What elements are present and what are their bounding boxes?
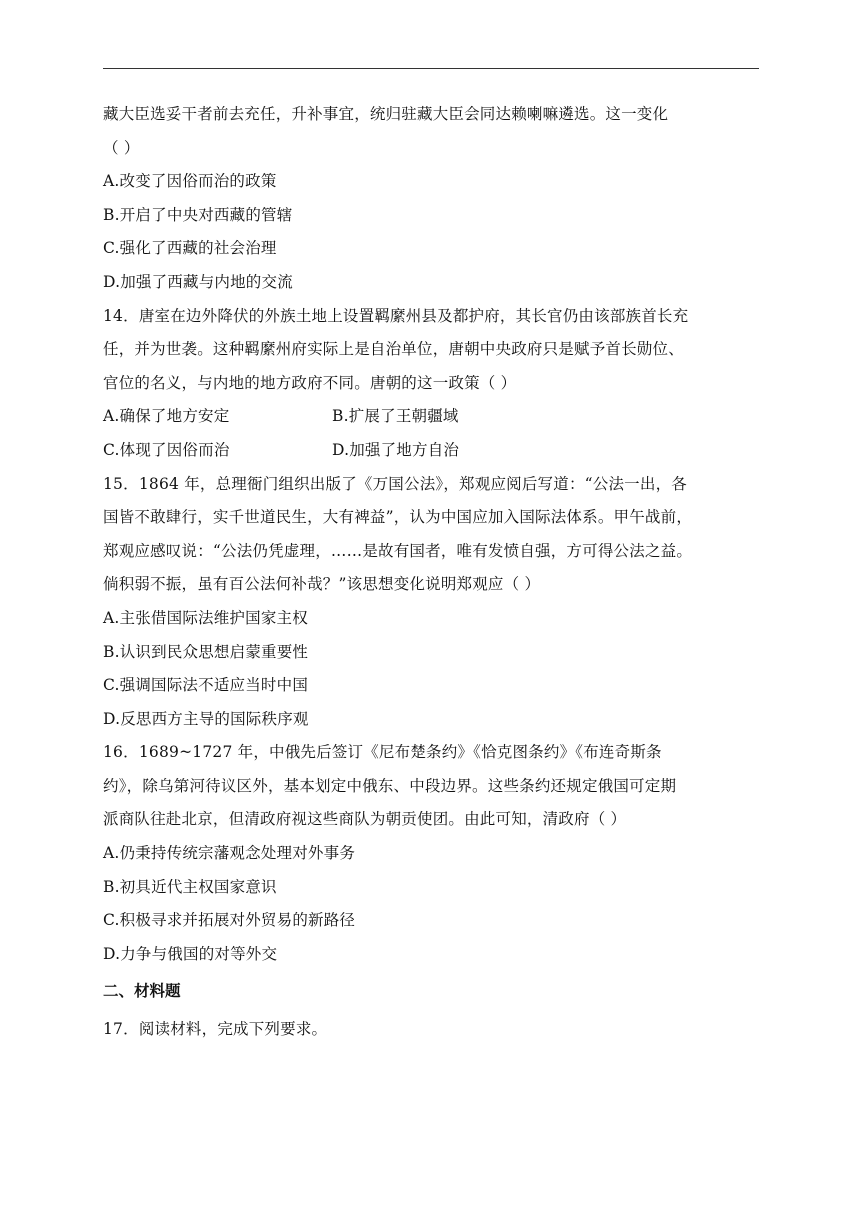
question-16-stem-line-2: 约》，除乌第河待议区外，基本划定中俄东、中段边界。这些条约还规定俄国可定期 — [103, 776, 677, 795]
question-15-option-d: D.反思西方主导的国际秩序观 — [103, 709, 309, 728]
document-page — [103, 98, 759, 1047]
question-15-option-a: A.主张借国际法维护国家主权 — [103, 608, 308, 627]
question-14-options-row-1 — [103, 400, 759, 434]
question-17-stem: 17．阅读材料，完成下列要求。 — [103, 1020, 328, 1039]
question-16-stem-line-3: 派商队往赴北京，但清政府视这些商队为朝贡使团。由此可知，清政府（ ） — [103, 810, 627, 829]
question-13-stem-line-2: （ ） — [103, 138, 140, 157]
question-13-stem-line-1: 藏大臣选妥干者前去充任，升补事宜，统归驻藏大臣会同达赖喇嘛遴选。这一变化 — [103, 105, 669, 123]
question-15-stem-line-4: 倘积弱不振，虽有百公法何补哉？”该思想变化说明郑观应（ ） — [103, 575, 541, 594]
question-13-option-c: C.强化了西藏的社会治理 — [103, 239, 277, 258]
question-15 — [103, 468, 759, 737]
question-16-option-a: A.仍秉持传统宗藩观念处理对外事务 — [103, 844, 356, 863]
question-15-option-c: C.强调国际法不适应当时中国 — [103, 676, 309, 695]
question-13-option-d: D.加强了西藏与内地的交流 — [103, 272, 293, 291]
question-14-stem-line-1: 14．唐室在边外降伏的外族土地上设置羁縻州县及都护府，其长官仍由该部族首长充 — [103, 306, 689, 325]
question-14-option-a: A.确保了地方安定 — [103, 407, 230, 426]
question-16-option-b: B.初具近代主权国家意识 — [103, 877, 277, 896]
question-15-option-b: B.认识到民众思想启蒙重要性 — [103, 642, 309, 661]
question-16-option-c: C.积极寻求并拓展对外贸易的新路径 — [103, 911, 356, 930]
question-14-options-row-2 — [103, 434, 759, 468]
question-16-stem-line-1: 16．1689~1727 年，中俄先后签订《尼布楚条约》《恰克图条约》《布连奇斯条 — [103, 743, 662, 762]
header-rule — [103, 68, 759, 69]
question-14-option-c: C.体现了因俗而治 — [103, 440, 230, 459]
question-15-stem-line-1: 15．1864 年，总理衙门组织出版了《万国公法》，郑观应阅后写道：“公法一出，各 — [103, 474, 687, 493]
question-15-stem-line-3: 郑观应感叹说：“公法仍凭虚理，……是故有国者，唯有发愤自强，方可得公法之益。 — [103, 541, 693, 560]
question-14-option-b: B.扩展了王朝疆域 — [332, 407, 459, 426]
question-14 — [103, 300, 759, 468]
question-14-option-d: D.加强了地方自治 — [332, 440, 460, 459]
question-14-stem-line-2: 任，并为世袭。这种羁縻州府实际上是自治单位，唐朝中央政府只是赋予首长勋位、 — [103, 340, 684, 359]
question-13-option-b: B.开启了中央对西藏的管辖 — [103, 205, 293, 224]
question-13-option-a: A.改变了因俗而治的政策 — [103, 172, 277, 191]
question-16 — [103, 736, 759, 971]
question-14-stem-line-3: 官位的名义，与内地的地方政府不同。唐朝的这一政策（ ） — [103, 373, 517, 392]
question-13 — [103, 98, 759, 300]
section-heading-materials: 二、材料题 — [103, 982, 181, 1001]
question-16-option-d: D.力争与俄国的对等外交 — [103, 944, 278, 963]
question-15-stem-line-2: 国皆不敢肆行，实千世道民生，大有裨益”，认为中国应加入国际法体系。甲午战前， — [103, 508, 693, 527]
